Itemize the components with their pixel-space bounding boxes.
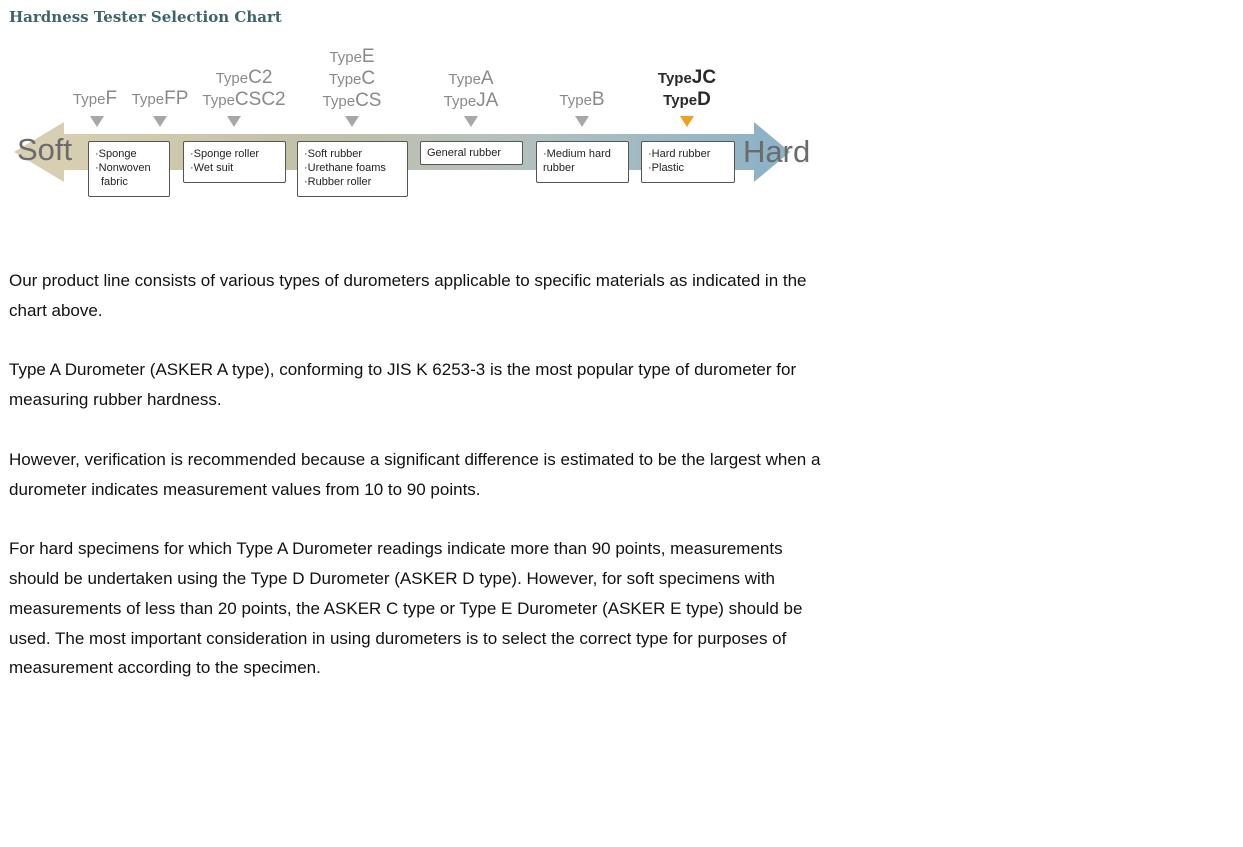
type-f-marker-icon [90,116,104,127]
type-cs-marker-icon [345,116,359,127]
type-ja-marker-icon [464,116,478,127]
soft-label: Soft [17,132,73,167]
paragraph: Our product line consists of various types of durometers applicable to specific materials as indicated in the chart above. [9,271,807,320]
type-label-group-fp: TypeFP [131,88,189,109]
materials-box-e: ·Soft rubber ·Urethane foams ·Rubber roller [297,141,408,197]
hard-label: Hard [743,134,811,169]
description-text [9,266,824,713]
type-label-group-e: TypeE TypeC TypeCS [322,46,382,111]
type-label-group-a: TypeA TypeJA [443,68,499,111]
type-label-group-jc: TypeJC TypeD [657,67,717,110]
type-csc2-marker-icon [227,116,241,127]
materials-box-c2: ·Sponge roller ·Wet suit [183,141,286,183]
type-label-group-b: TypeB [559,89,605,110]
type-fp-marker-icon [153,116,167,127]
page-title: Hardness Tester Selection Chart [9,8,282,26]
type-b-marker-icon [575,116,589,127]
paragraph: For hard specimens for which Type A Durometer readings indicate more than 90 points, measurements should be undertaken using the Type D Durometer (ASKER D type). However, for soft specimens with measurements of less than 20 points, the ASKER C type or Type E Durometer (ASKER E type) should be used. The most important consideration in using durometers is to select the correct type for purposes of measurement according to the specimen. [9,539,803,678]
type-d-marker-icon [680,116,694,127]
materials-box-f: ·Sponge ·Nonwoven fabric [88,141,170,197]
materials-box-a: General rubber [420,141,523,165]
hardness-selection-chart [0,40,830,205]
paragraph: Type A Durometer (ASKER A type), conforming to JIS K 6253-3 is the most popular type of durometer for measuring rubber hardness. [9,360,797,410]
materials-box-b: ·Medium hard rubber [536,141,629,183]
paragraph: However, verification is recommended because a significant difference is estimated to be the largest when a durometer indicates measurement values from 10 to 90 points. [9,449,821,499]
type-label-group-c2: TypeC2 TypeCSC2 [202,67,286,110]
type-label-group-f: TypeF [72,88,118,109]
materials-box-jc: ·Hard rubber ·Plastic [641,141,735,183]
